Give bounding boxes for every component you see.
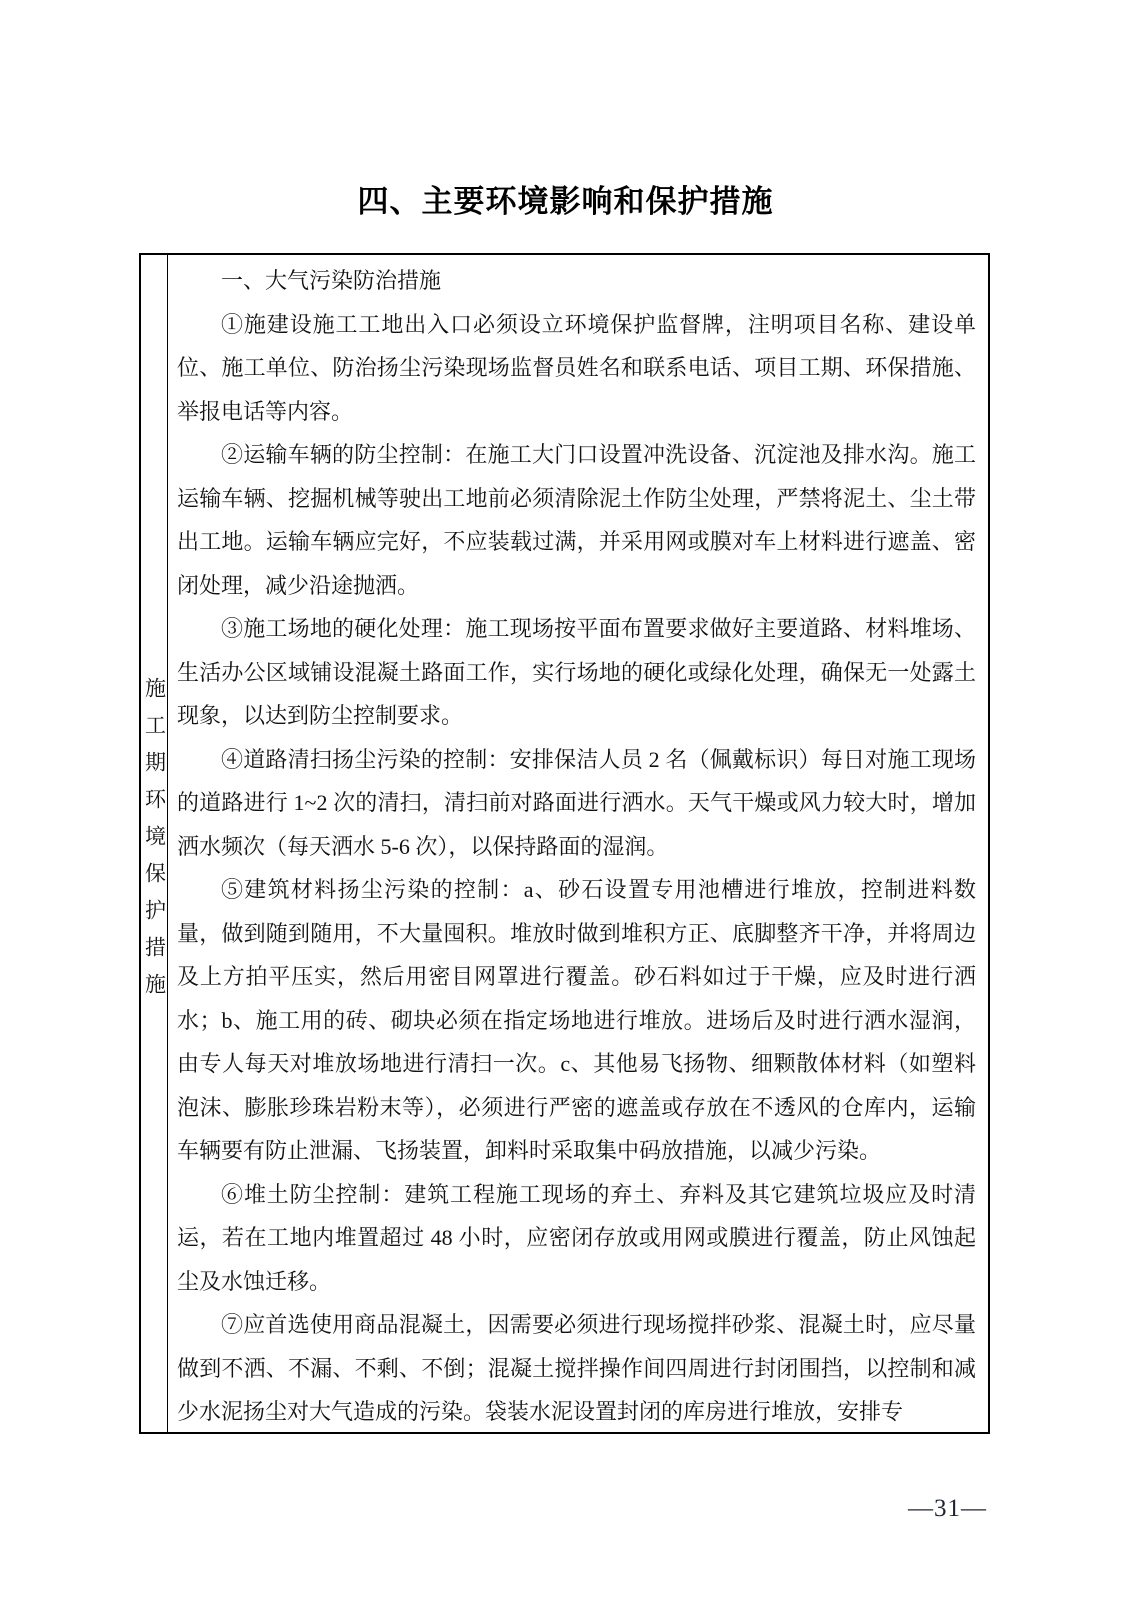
measures-content-cell [168,255,988,1432]
measure-paragraph-5: ⑤建筑材料扬尘污染的控制：a、砂石设置专用池槽进行堆放，控制进料数量，做到随到随用，不大量囤积。堆放时做到堆积方正、底脚整齐干净，并将周边及上方拍平压实，然后用密目网罩进行覆盖。砂石料如过于干燥，应及时进行洒水；b、施工用的砖、砌块必须在指定场地进行堆放。进场后及时进行洒水湿润，由专人每天对堆放场地进行清扫一次。c、其他易飞扬物、细颗散体材料（如塑料泡沫、膨胀珍珠岩粉末等），必须进行严密的遮盖或存放在不透风的仓库内，运输车辆要有防止泄漏、飞扬装置，卸料时采取集中码放措施，以减少污染。 [177,877,976,1163]
measures-table [139,253,990,1434]
measure-paragraph-7: ⑦应首选使用商品混凝土，因需要必须进行现场搅拌砂浆、混凝土时，应尽量做到不洒、不漏、不剩、不倒；混凝土搅拌操作间四周进行封闭围挡，以控制和减少水泥扬尘对大气造成的污染。袋装水泥设置封闭的库房进行堆放，安排专 [177,1312,976,1424]
section-heading: 一、大气污染防治措施 [221,268,442,293]
page-title: 四、主要环境影响和保护措施 [357,184,774,219]
measure-paragraph-6: ⑥堆土防尘控制：建筑工程施工现场的弃土、弃料及其它建筑垃圾应及时清运，若在工地内堆置超过 48 小时，应密闭存放或用网或膜进行覆盖，防止风蚀起尘及水蚀迁移。 [177,1181,976,1294]
row-header-cell [141,255,168,1432]
measure-paragraph-2: ②运输车辆的防尘控制：在施工大门口设置冲洗设备、沉淀池及排水沟。施工运输车辆、挖掘机械等驶出工地前必须清除泥土作防尘处理，严禁将泥土、尘土带出工地。运输车辆应完好，不应装载过满，并采用网或膜对车上材料进行遮盖、密闭处理，减少沿途抛洒。 [177,442,976,598]
measure-paragraph-4: ④道路清扫扬尘污染的控制：安排保洁人员 2 名（佩戴标识）每日对施工现场的道路进行 1~2 次的清扫，清扫前对路面进行洒水。天气干燥或风力较大时，增加洒水频次（每天洒水 5-6 次），以保持路面的湿润。 [177,746,976,859]
row-header-vertical-label: 施工期环境保护措施 [142,677,167,1010]
page-number: —31— [908,1495,987,1522]
measure-paragraph-1: ①施建设施工工地出入口必须设立环境保护监督牌，注明项目名称、建设单位、施工单位、防治扬尘污染现场监督员姓名和联系电话、项目工期、环保措施、举报电话等内容。 [177,311,976,424]
measure-paragraph-3: ③施工场地的硬化处理：施工现场按平面布置要求做好主要道路、材料堆场、生活办公区域铺设混凝土路面工作，实行场地的硬化或绿化处理，确保无一处露土现象，以达到防尘控制要求。 [177,616,976,728]
